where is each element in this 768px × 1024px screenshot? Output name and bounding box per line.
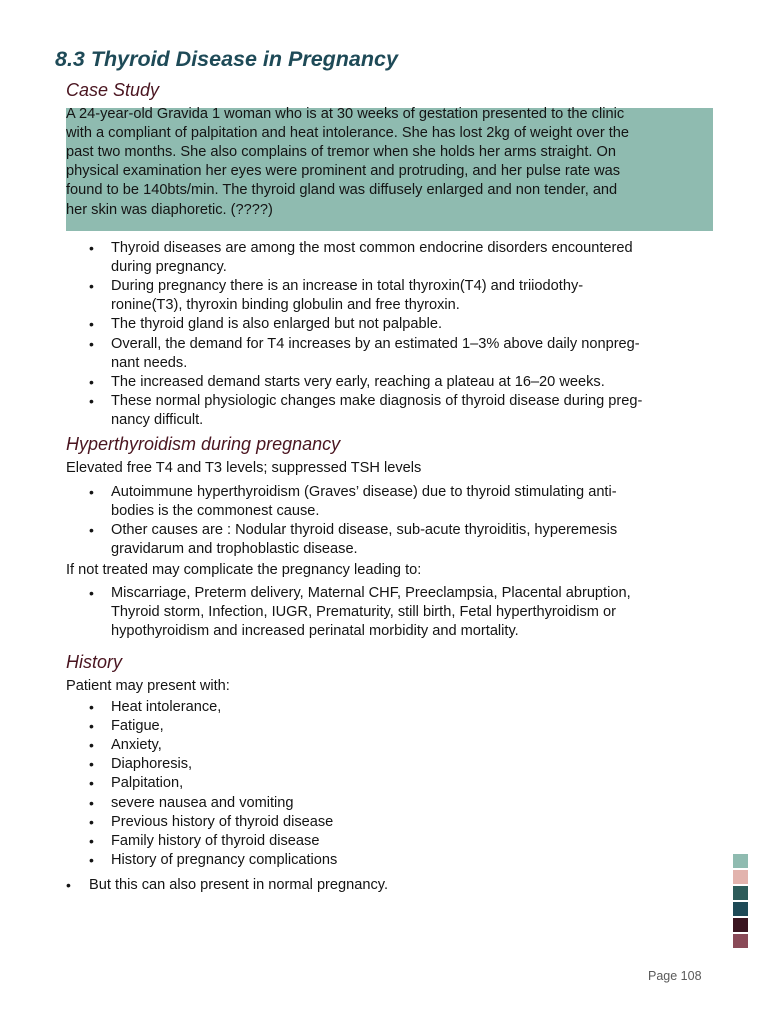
case-study-heading: Case Study: [66, 80, 160, 100]
page-number: Page 108: [648, 969, 702, 983]
bullet-marker: •: [89, 484, 94, 500]
list-item-line: Heat intolerance,: [111, 699, 222, 715]
list-item-line: Anxiety,: [111, 737, 162, 754]
list-item-line: Diaphoresis,: [111, 756, 193, 773]
case-study-line: found to be 140bts/min. The thyroid gland was diffusely enlarged and non tender, and: [66, 182, 618, 199]
bullet-marker: •: [89, 794, 94, 811]
list-item-line: gravidarum and trophoblastic disease.: [111, 541, 358, 558]
complication-intro: If not treated may complicate the pregnancy leading to:: [66, 562, 422, 578]
list-item-line: Palpitation,: [111, 775, 184, 792]
bullet-marker: •: [89, 813, 94, 830]
bullet-marker: •: [89, 585, 94, 601]
bullet-marker: •: [89, 832, 94, 849]
color-swatch: [733, 870, 748, 884]
bullet-marker: •: [89, 699, 94, 715]
case-study-line: her skin was diaphoretic. (????): [66, 201, 273, 218]
list-item-line: Miscarriage, Preterm delivery, Maternal CHF, Preeclampsia, Placental abruption,: [111, 585, 631, 601]
case-study-line: physical examination her eyes were prominent and protruding, and her pulse rate was: [66, 163, 621, 180]
case-study-line: past two months. She also complains of tremor when she holds her arms straight. On: [66, 144, 616, 161]
bullet-marker: •: [89, 522, 94, 539]
hyperthyroidism-heading: Hyperthyroidism during pregnancy: [66, 434, 341, 454]
bullet-marker: •: [89, 392, 94, 409]
history-heading: History: [66, 652, 123, 672]
history-intro: Patient may present with:: [66, 678, 230, 694]
list-item-line: Thyroid diseases are among the most common endocrine disorders encountered: [111, 240, 633, 256]
bullet-marker: •: [89, 335, 94, 352]
bullet-marker: •: [89, 851, 94, 868]
list-item-line: ronine(T3), thyroxin binding globulin and free thyroxin.: [111, 297, 460, 314]
list-item-line: nant needs.: [111, 354, 188, 371]
bullet-marker: •: [89, 718, 94, 735]
list-item-line: Other causes are : Nodular thyroid disease, sub-acute thyroiditis, hyperemesis: [111, 522, 618, 539]
list-item-line: The increased demand starts very early, reaching a plateau at 16–20 weeks.: [111, 373, 605, 390]
color-swatch: [733, 918, 748, 932]
list-item-line: severe nausea and vomiting: [111, 794, 294, 811]
bullet-marker: •: [89, 756, 94, 773]
bullet-marker: •: [89, 775, 94, 792]
bullet-marker: •: [89, 316, 94, 333]
bullet-marker: •: [89, 737, 94, 754]
history-note: But this can also present in normal pregnancy.: [89, 877, 389, 893]
section-heading: 8.3 Thyroid Disease in Pregnancy: [55, 47, 398, 71]
bullet-marker: •: [89, 240, 94, 256]
bullet-marker: •: [89, 278, 94, 295]
bullet-marker: •: [89, 373, 94, 390]
color-swatch: [733, 854, 748, 868]
list-item-line: Family history of thyroid disease: [111, 832, 320, 849]
case-study-line: A 24-year-old Gravida 1 woman who is at 30 weeks of gestation presented to the clinic: [66, 106, 625, 122]
color-swatch: [733, 886, 748, 900]
case-study-line: with a compliant of palpitation and heat intolerance. She has lost 2kg of weight over the: [66, 125, 630, 142]
list-item-line: The thyroid gland is also enlarged but not palpable.: [111, 316, 443, 333]
hyperthyroidism-summary: Elevated free T4 and T3 levels; suppressed TSH levels: [66, 460, 422, 476]
color-swatch: [733, 934, 748, 948]
list-item-line: History of pregnancy complications: [111, 851, 338, 868]
list-item-line: nancy difficult.: [111, 411, 204, 428]
list-item-line: During pregnancy there is an increase in total thyroxin(T4) and triiodothy-: [111, 278, 584, 295]
list-item-line: during pregnancy.: [111, 259, 227, 276]
list-item-line: hypothyroidism and increased perinatal morbidity and mortality.: [111, 623, 519, 640]
color-swatch: [733, 902, 748, 916]
list-item-line: Previous history of thyroid disease: [111, 813, 334, 830]
list-item-line: Overall, the demand for T4 increases by an estimated 1–3% above daily nonpreg-: [111, 335, 640, 352]
list-item-line: bodies is the commonest cause.: [111, 503, 320, 520]
list-item-line: Autoimmune hyperthyroidism (Graves’ disease) due to thyroid stimulating anti-: [111, 484, 617, 500]
list-item-line: Thyroid storm, Infection, IUGR, Prematurity, still birth, Fetal hyperthyroidism or: [111, 604, 616, 621]
list-item-line: These normal physiologic changes make diagnosis of thyroid disease during preg-: [111, 392, 643, 409]
bullet-marker: •: [66, 877, 71, 893]
list-item-line: Fatigue,: [111, 718, 164, 735]
